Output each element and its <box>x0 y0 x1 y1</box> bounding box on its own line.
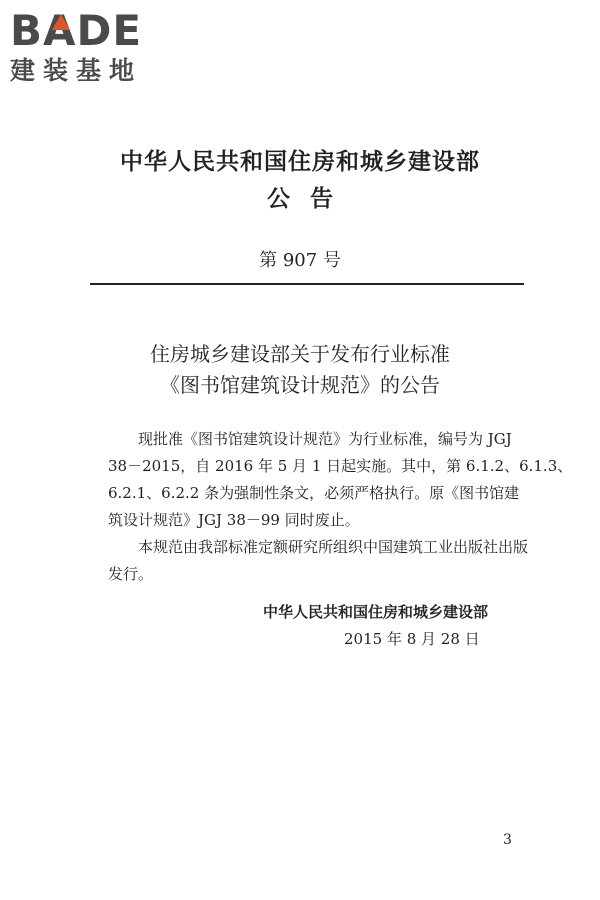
body-line: 6.2.1、6.2.2 条为强制性条文，必须严格执行。原《图书馆建 <box>108 484 520 502</box>
logo-subtitle: 建装基地 <box>10 56 143 85</box>
bade-logo <box>10 8 180 86</box>
notice-title-line-1: 住房城乡建设部关于发布行业标准 <box>150 342 450 366</box>
ministry-heading: 中华人民共和国住房和城乡建设部 <box>120 148 480 175</box>
body-paragraph-2 <box>108 534 529 588</box>
logo-triangle-icon <box>52 14 70 30</box>
notice-heading: 公告 <box>267 185 353 212</box>
body-line: 现批准《图书馆建筑设计规范》为行业标准，编号为 JGJ <box>138 430 512 448</box>
body-line: 38－2015，自 2016 年 5 月 1 日起实施。其中，第 6.1.2、6.1.3、 <box>108 457 573 475</box>
page-number: 3 <box>503 832 512 848</box>
issue-date: 2015 年 8 月 28 日 <box>344 630 480 648</box>
body-line: 筑设计规范》JGJ 38－99 同时废止。 <box>108 511 360 529</box>
header-divider <box>90 283 524 285</box>
logo-letter-b: B <box>10 6 44 55</box>
body-line: 发行。 <box>108 565 154 583</box>
logo-letter-a: A <box>43 6 77 55</box>
issue-number: 第 907 号 <box>259 250 341 271</box>
body-paragraph-1 <box>108 426 573 534</box>
logo-letters-de: DE <box>76 6 143 55</box>
body-line: 本规范由我部标准定额研究所组织中国建筑工业出版社出版 <box>138 538 529 556</box>
notice-title-line-2: 《图书馆建筑设计规范》的公告 <box>160 373 440 397</box>
issuer-signature: 中华人民共和国住房和城乡建设部 <box>263 603 489 621</box>
logo-wordmark <box>10 8 180 54</box>
